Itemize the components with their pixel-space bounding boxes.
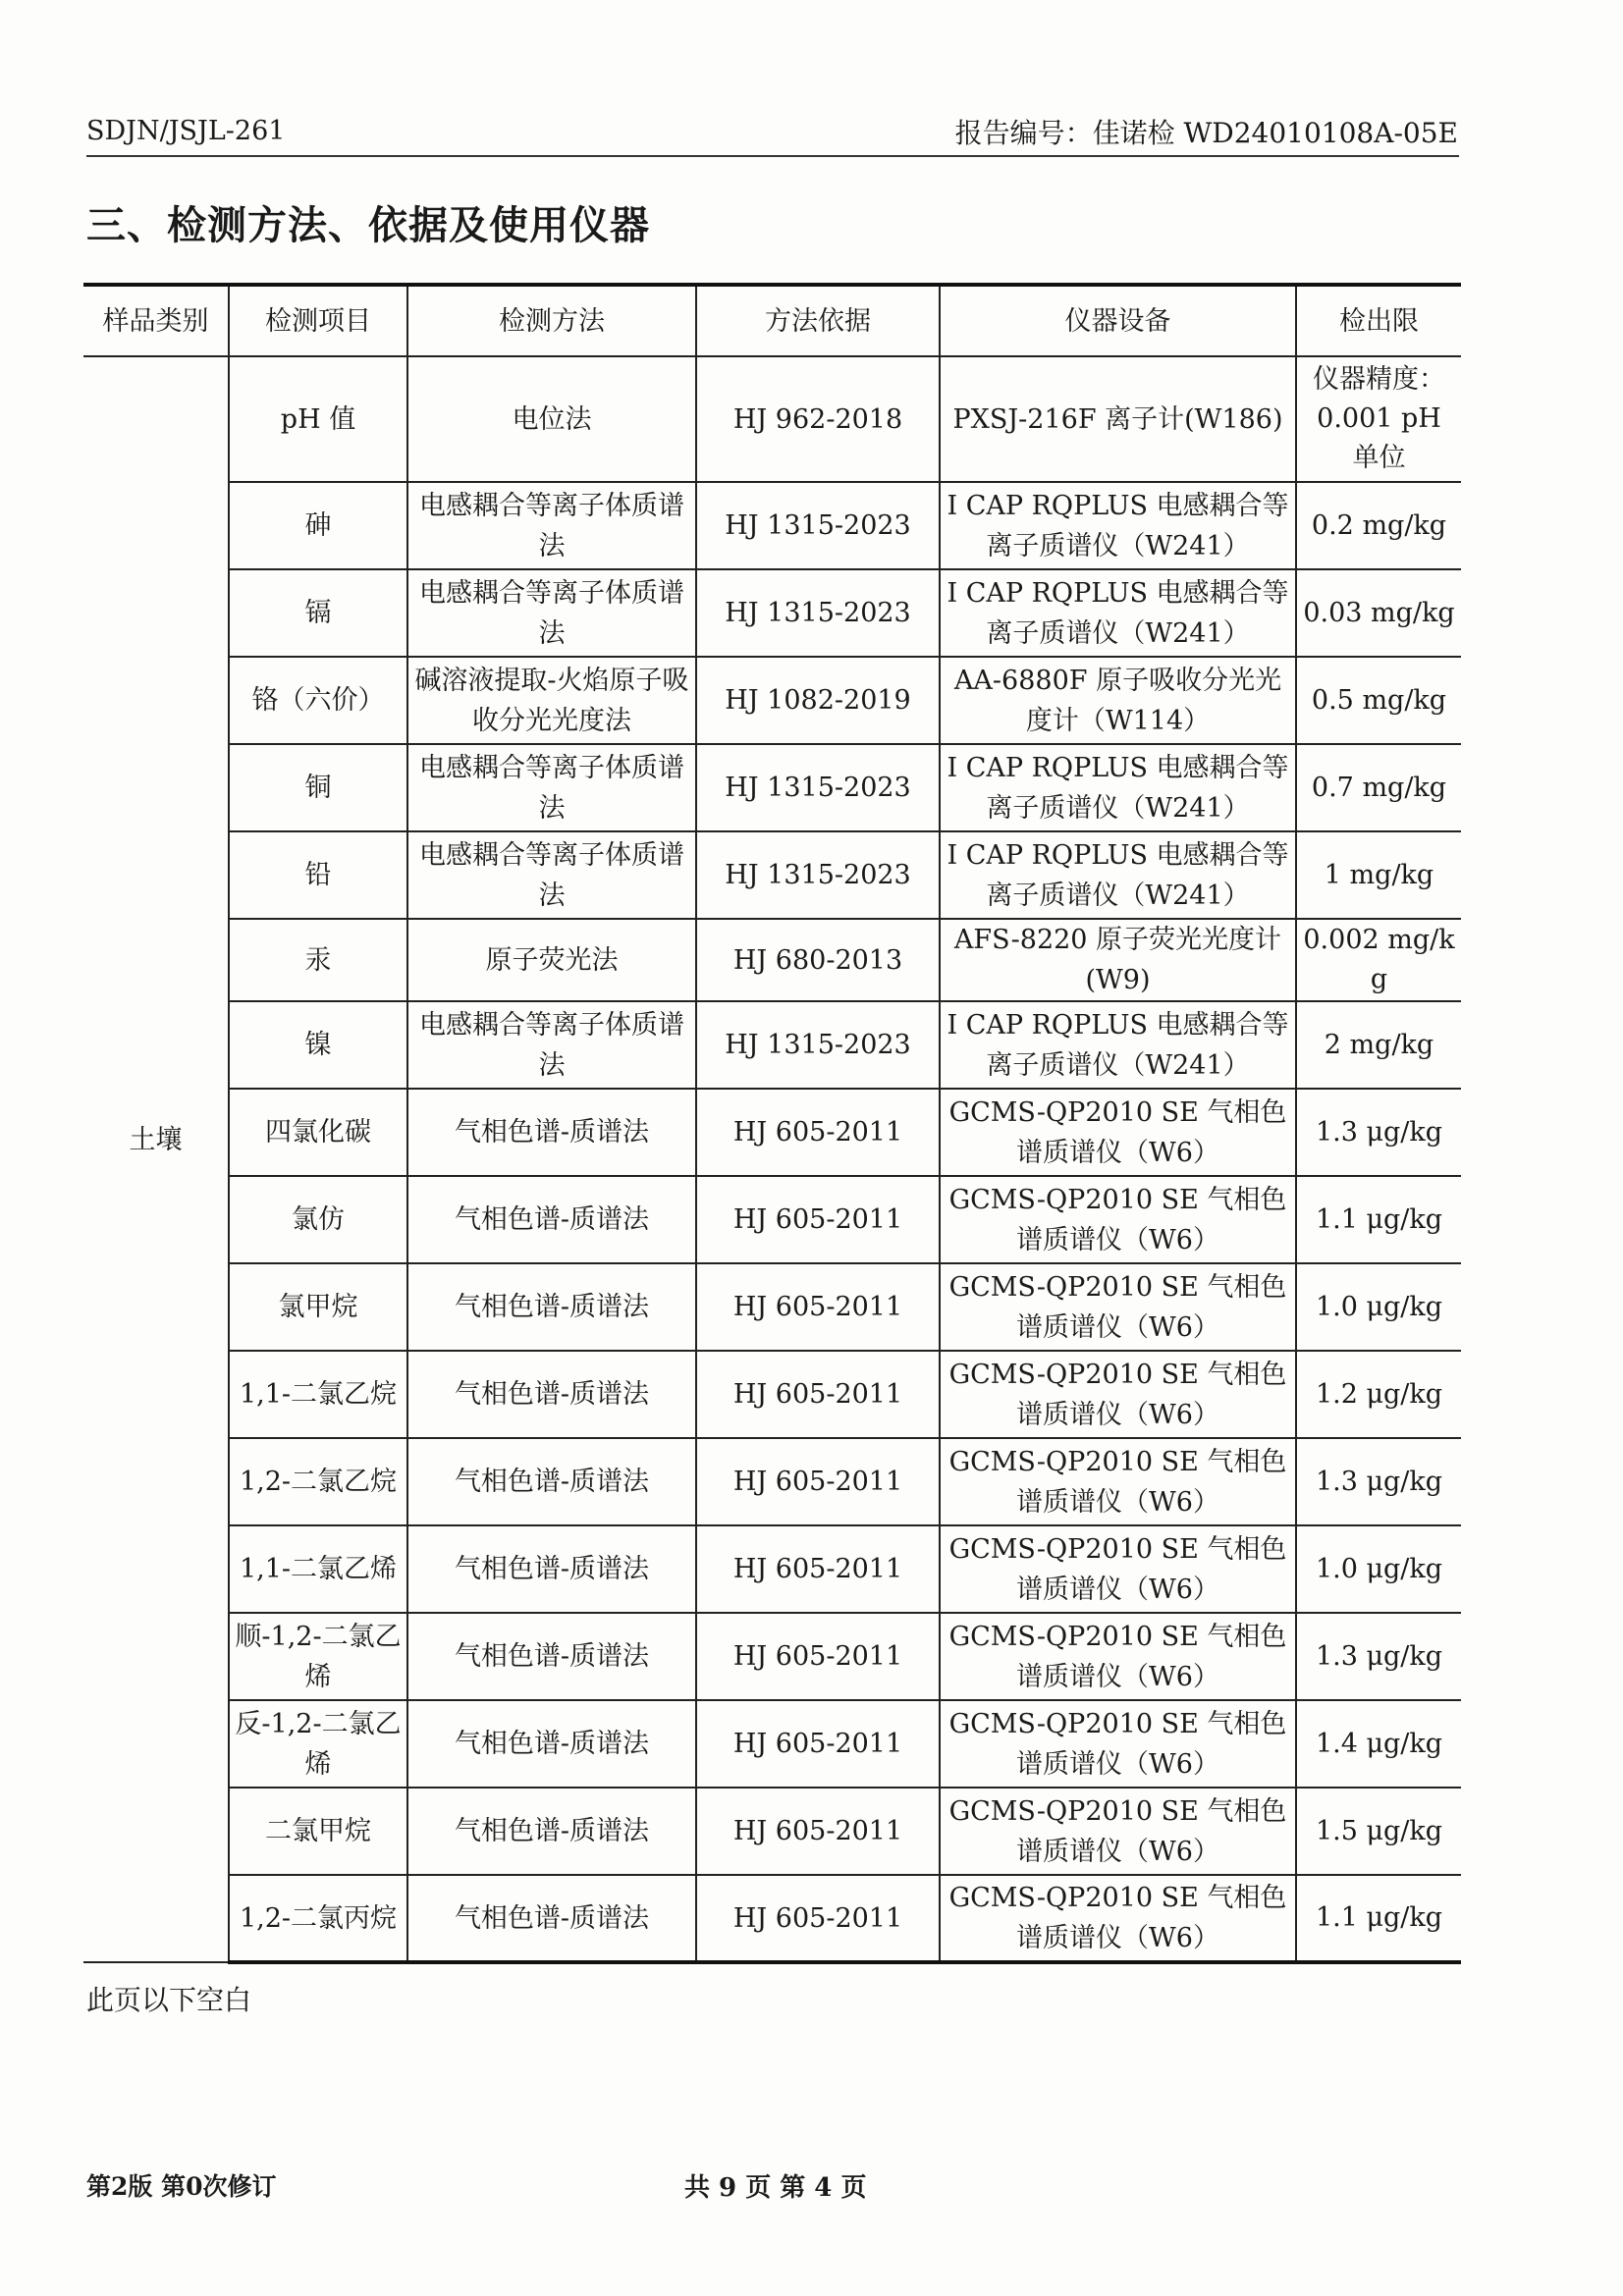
instrument-cell-text: GCMS-QP2010 SE 气相色谱质谱仪（W6） <box>948 1359 1287 1430</box>
method-basis-cell-text: HJ 605-2011 <box>732 1729 903 1759</box>
test-method-cell-text: 电感耦合等离子体质谱法 <box>419 577 684 649</box>
table-row <box>83 1788 1461 1875</box>
table-row <box>83 1613 1461 1700</box>
instrument-cell <box>940 1263 1296 1351</box>
instrument-cell <box>940 1700 1296 1788</box>
method-basis-cell <box>696 569 940 657</box>
detection-limit-cell-text: 1.1 μg/kg <box>1315 1203 1443 1235</box>
detection-limit-cell-text: 1.1 μg/kg <box>1315 1902 1443 1933</box>
instrument-cell <box>940 482 1296 569</box>
test-method-cell-text: 气相色谱-质谱法 <box>454 1554 650 1584</box>
table-row <box>83 1351 1461 1438</box>
instrument-cell-text: GCMS-QP2010 SE 气相色谱质谱仪（W6） <box>948 1795 1287 1867</box>
detection-limit-cell <box>1296 919 1461 1001</box>
test-item-cell <box>229 482 407 569</box>
method-basis-cell <box>696 1438 940 1525</box>
instrument-cell <box>940 1525 1296 1613</box>
table-row <box>83 569 1461 657</box>
test-method-cell-text: 电感耦合等离子体质谱法 <box>419 490 684 561</box>
table-row <box>83 356 1461 482</box>
method-basis-cell-text: HJ 605-2011 <box>732 1816 903 1846</box>
detection-limit-cell-text: 0.7 mg/kg <box>1311 772 1447 803</box>
instrument-cell-text: I CAP RQPLUS 电感耦合等离子质谱仪（W241） <box>947 577 1289 649</box>
test-method-cell <box>407 1613 696 1700</box>
test-method-cell <box>407 1351 696 1438</box>
test-method-cell <box>407 1263 696 1351</box>
document-code: SDJN/JSJL-261 <box>86 116 286 146</box>
method-basis-cell-text: HJ 605-2011 <box>732 1554 903 1584</box>
method-basis-cell <box>696 744 940 831</box>
instrument-cell <box>940 356 1296 482</box>
table-row <box>83 744 1461 831</box>
test-method-cell-text: 电感耦合等离子体质谱法 <box>419 1009 684 1081</box>
instrument-cell-text: GCMS-QP2010 SE 气相色谱质谱仪（W6） <box>948 1708 1287 1780</box>
table-row <box>83 1001 1461 1089</box>
instrument-cell <box>940 569 1296 657</box>
test-item-cell <box>229 569 407 657</box>
detection-limit-cell <box>1296 1700 1461 1788</box>
detection-limit-cell <box>1296 356 1461 482</box>
method-basis-cell-text: HJ 1315-2023 <box>725 510 911 541</box>
method-basis-cell <box>696 1613 940 1700</box>
instrument-cell <box>940 1613 1296 1700</box>
test-method-cell <box>407 569 696 657</box>
method-basis-cell <box>696 1001 940 1089</box>
test-item-cell-text: 氯仿 <box>292 1204 345 1235</box>
instrument-cell-text: GCMS-QP2010 SE 气相色谱质谱仪（W6） <box>948 1096 1287 1168</box>
test-item-cell-text: 铅 <box>304 860 332 890</box>
detection-limit-cell <box>1296 744 1461 831</box>
test-item-cell-text: 1,1-二氯乙烯 <box>239 1554 398 1584</box>
method-basis-cell <box>696 1089 940 1176</box>
col-header-item: 检测项目 <box>229 285 407 356</box>
test-method-cell-text: 气相色谱-质谱法 <box>454 1204 650 1235</box>
test-item-cell <box>229 1788 407 1875</box>
method-basis-cell-text: HJ 680-2013 <box>732 944 903 976</box>
test-item-cell-text: 砷 <box>304 510 332 541</box>
col-header-basis: 方法依据 <box>696 285 940 356</box>
detection-limit-cell-text: 仪器精度：0.001 pH 单位 <box>1313 364 1445 473</box>
col-header-instrument: 仪器设备 <box>940 285 1296 356</box>
test-method-cell-text: 电位法 <box>512 403 592 435</box>
method-basis-cell-text: HJ 605-2011 <box>732 1467 903 1497</box>
instrument-cell-text: I CAP RQPLUS 电感耦合等离子质谱仪（W241） <box>947 752 1289 824</box>
instrument-cell-text: GCMS-QP2010 SE 气相色谱质谱仪（W6） <box>948 1621 1287 1692</box>
method-basis-cell-text: HJ 605-2011 <box>732 1379 903 1410</box>
test-item-cell <box>229 1176 407 1263</box>
instrument-cell <box>940 657 1296 744</box>
test-item-cell <box>229 356 407 482</box>
page-number: 共 9 页 第 4 页 <box>684 2173 867 2203</box>
table-row <box>83 1525 1461 1613</box>
detection-limit-cell-text: 1.4 μg/kg <box>1315 1728 1443 1759</box>
test-method-cell <box>407 744 696 831</box>
method-basis-cell-text: HJ 1315-2023 <box>725 1030 911 1060</box>
method-basis-cell <box>696 356 940 482</box>
detection-limit-cell-text: 0.5 mg/kg <box>1311 684 1447 716</box>
table-row <box>83 482 1461 569</box>
test-method-cell-text: 气相色谱-质谱法 <box>454 1467 650 1497</box>
test-method-cell-text: 电感耦合等离子体质谱法 <box>419 839 684 911</box>
test-item-cell <box>229 1700 407 1788</box>
instrument-cell-text: PXSJ-216F 离子计(W186) <box>952 403 1283 435</box>
detection-limit-cell <box>1296 1351 1461 1438</box>
table-header-row <box>83 285 1461 356</box>
test-method-cell-text: 气相色谱-质谱法 <box>454 1117 650 1148</box>
instrument-cell <box>940 1089 1296 1176</box>
instrument-cell-text: GCMS-QP2010 SE 气相色谱质谱仪（W6） <box>948 1533 1287 1605</box>
test-item-cell-text: 镉 <box>304 598 332 628</box>
header-rule <box>86 155 1459 157</box>
test-method-cell-text: 气相色谱-质谱法 <box>454 1379 650 1410</box>
test-method-cell <box>407 1525 696 1613</box>
test-item-cell-text: 氯甲烷 <box>278 1292 358 1322</box>
detection-limit-cell-text: 1.3 μg/kg <box>1315 1466 1443 1497</box>
detection-limit-cell-text: 1.3 μg/kg <box>1315 1116 1443 1148</box>
method-basis-cell <box>696 831 940 919</box>
method-basis-cell-text: HJ 605-2011 <box>732 1117 903 1148</box>
test-item-cell-text: 铜 <box>304 773 332 803</box>
test-method-cell <box>407 1788 696 1875</box>
method-basis-cell-text: HJ 605-2011 <box>732 1204 903 1235</box>
detection-limit-cell <box>1296 1613 1461 1700</box>
test-item-cell <box>229 1089 407 1176</box>
instrument-cell-text: GCMS-QP2010 SE 气相色谱质谱仪（W6） <box>948 1883 1287 1953</box>
test-method-cell-text: 电感耦合等离子体质谱法 <box>419 752 684 824</box>
detection-limit-cell <box>1296 1176 1461 1263</box>
test-method-cell <box>407 831 696 919</box>
table-row <box>83 657 1461 744</box>
test-method-cell-text: 气相色谱-质谱法 <box>454 1729 650 1759</box>
method-basis-cell-text: HJ 1315-2023 <box>725 773 911 803</box>
test-method-cell-text: 气相色谱-质谱法 <box>454 1902 650 1934</box>
test-method-cell-text: 气相色谱-质谱法 <box>454 1816 650 1846</box>
methods-table <box>83 283 1461 1964</box>
sample-category-cell: 土壤 <box>83 356 229 1962</box>
test-item-cell <box>229 744 407 831</box>
test-item-cell-text: 四氯化碳 <box>265 1117 371 1148</box>
method-basis-cell-text: HJ 1315-2023 <box>725 860 911 890</box>
instrument-cell <box>940 919 1296 1001</box>
instrument-cell-text: GCMS-QP2010 SE 气相色谱质谱仪（W6） <box>948 1446 1287 1518</box>
method-basis-cell <box>696 482 940 569</box>
table-row <box>83 1263 1461 1351</box>
test-method-cell <box>407 1176 696 1263</box>
table-row <box>83 831 1461 919</box>
test-method-cell <box>407 657 696 744</box>
detection-limit-cell-text: 1.3 μg/kg <box>1315 1640 1443 1672</box>
test-item-cell-text: 汞 <box>304 944 332 976</box>
detection-limit-cell-text: 1.2 μg/kg <box>1315 1378 1443 1410</box>
edition-label: 第2版 第0次修订 <box>86 2172 277 2201</box>
method-basis-cell <box>696 1263 940 1351</box>
test-method-cell <box>407 1089 696 1176</box>
test-method-cell-text: 碱溶液提取-火焰原子吸收分光光度法 <box>414 665 689 736</box>
table-row <box>83 1438 1461 1525</box>
method-basis-cell-text: HJ 1082-2019 <box>725 685 911 716</box>
detection-limit-cell-text: 0.2 mg/kg <box>1311 509 1447 541</box>
test-item-cell <box>229 1438 407 1525</box>
test-method-cell-text: 气相色谱-质谱法 <box>454 1292 650 1322</box>
instrument-cell-text: GCMS-QP2010 SE 气相色谱质谱仪（W6） <box>948 1271 1287 1343</box>
method-basis-cell <box>696 657 940 744</box>
test-item-cell <box>229 831 407 919</box>
method-basis-cell-text: HJ 605-2011 <box>732 1641 903 1672</box>
test-item-cell-text: 1,1-二氯乙烷 <box>239 1379 398 1410</box>
instrument-cell <box>940 831 1296 919</box>
test-method-cell <box>407 482 696 569</box>
method-basis-cell <box>696 1700 940 1788</box>
instrument-cell-text: GCMS-QP2010 SE 气相色谱质谱仪（W6） <box>948 1184 1287 1255</box>
test-method-cell <box>407 356 696 482</box>
detection-limit-cell <box>1296 1875 1461 1962</box>
test-item-cell <box>229 1525 407 1613</box>
method-basis-cell <box>696 1351 940 1438</box>
test-item-cell-text: pH 值 <box>280 403 356 435</box>
method-basis-cell <box>696 1788 940 1875</box>
table-row <box>83 1875 1461 1962</box>
instrument-cell <box>940 1788 1296 1875</box>
method-basis-cell <box>696 1176 940 1263</box>
detection-limit-cell-text: 2 mg/kg <box>1324 1029 1434 1060</box>
detection-limit-cell <box>1296 1438 1461 1525</box>
detection-limit-cell-text: 1.0 μg/kg <box>1315 1553 1443 1584</box>
test-item-cell-text: 铬（六价） <box>251 685 385 716</box>
instrument-cell-text: AFS-8220 原子荧光光度计(W9) <box>953 925 1282 995</box>
table-row <box>83 1176 1461 1263</box>
col-header-limit: 检出限 <box>1296 285 1461 356</box>
method-basis-cell-text: HJ 1315-2023 <box>725 598 911 628</box>
method-basis-cell-text: HJ 605-2011 <box>732 1902 903 1934</box>
detection-limit-cell <box>1296 569 1461 657</box>
test-method-cell-text: 原子荧光法 <box>485 944 619 976</box>
test-item-cell <box>229 919 407 1001</box>
method-basis-cell <box>696 919 940 1001</box>
instrument-cell <box>940 1875 1296 1962</box>
test-method-cell <box>407 1700 696 1788</box>
table-row <box>83 1089 1461 1176</box>
instrument-cell-text: I CAP RQPLUS 电感耦合等离子质谱仪（W241） <box>947 490 1289 561</box>
method-basis-cell-text: HJ 605-2011 <box>732 1292 903 1322</box>
detection-limit-cell <box>1296 482 1461 569</box>
test-method-cell <box>407 1001 696 1089</box>
instrument-cell-text: AA-6880F 原子吸收分光光度计（W114） <box>953 665 1282 736</box>
detection-limit-cell <box>1296 1263 1461 1351</box>
instrument-cell <box>940 744 1296 831</box>
test-item-cell-text: 1,2-二氯乙烷 <box>239 1467 398 1497</box>
test-item-cell-text: 镍 <box>304 1030 332 1060</box>
table-row <box>83 1700 1461 1788</box>
method-basis-cell-text: HJ 962-2018 <box>732 403 903 435</box>
blank-page-note: 此页以下空白 <box>86 1984 252 2016</box>
test-item-cell-text: 1,2-二氯丙烷 <box>239 1902 398 1934</box>
test-item-cell <box>229 1613 407 1700</box>
instrument-cell <box>940 1176 1296 1263</box>
detection-limit-cell <box>1296 1001 1461 1089</box>
detection-limit-cell-text: 1.0 μg/kg <box>1315 1291 1443 1322</box>
col-header-method: 检测方法 <box>407 285 696 356</box>
method-basis-cell <box>696 1875 940 1962</box>
detection-limit-cell <box>1296 831 1461 919</box>
instrument-cell <box>940 1438 1296 1525</box>
test-item-cell-text: 二氯甲烷 <box>265 1816 371 1846</box>
instrument-cell-text: I CAP RQPLUS 电感耦合等离子质谱仪（W241） <box>947 1009 1289 1081</box>
report-number: 报告编号：佳诺检 WD24010108A-05E <box>954 117 1458 149</box>
instrument-cell <box>940 1351 1296 1438</box>
section-title: 三、检测方法、依据及使用仪器 <box>86 202 650 248</box>
detection-limit-cell <box>1296 657 1461 744</box>
table-row <box>83 919 1461 1001</box>
test-item-cell <box>229 657 407 744</box>
instrument-cell <box>940 1001 1296 1089</box>
test-item-cell <box>229 1875 407 1962</box>
detection-limit-cell-text: 0.002 mg/kg <box>1303 925 1455 994</box>
test-method-cell <box>407 1875 696 1962</box>
test-item-cell <box>229 1263 407 1351</box>
test-item-cell-text: 反-1,2-二氯乙烯 <box>235 1708 402 1780</box>
test-item-cell <box>229 1001 407 1089</box>
test-item-cell <box>229 1351 407 1438</box>
detection-limit-cell-text: 1 mg/kg <box>1324 859 1434 890</box>
detection-limit-cell-text: 0.03 mg/kg <box>1303 597 1455 628</box>
detection-limit-cell <box>1296 1089 1461 1176</box>
method-basis-cell <box>696 1525 940 1613</box>
instrument-cell-text: I CAP RQPLUS 电感耦合等离子质谱仪（W241） <box>947 839 1289 911</box>
col-header-category: 样品类别 <box>83 285 229 356</box>
test-method-cell <box>407 919 696 1001</box>
detection-limit-cell <box>1296 1788 1461 1875</box>
test-method-cell-text: 气相色谱-质谱法 <box>454 1641 650 1672</box>
detection-limit-cell <box>1296 1525 1461 1613</box>
test-item-cell-text: 顺-1,2-二氯乙烯 <box>235 1621 402 1692</box>
detection-limit-cell-text: 1.5 μg/kg <box>1315 1815 1443 1846</box>
test-method-cell <box>407 1438 696 1525</box>
